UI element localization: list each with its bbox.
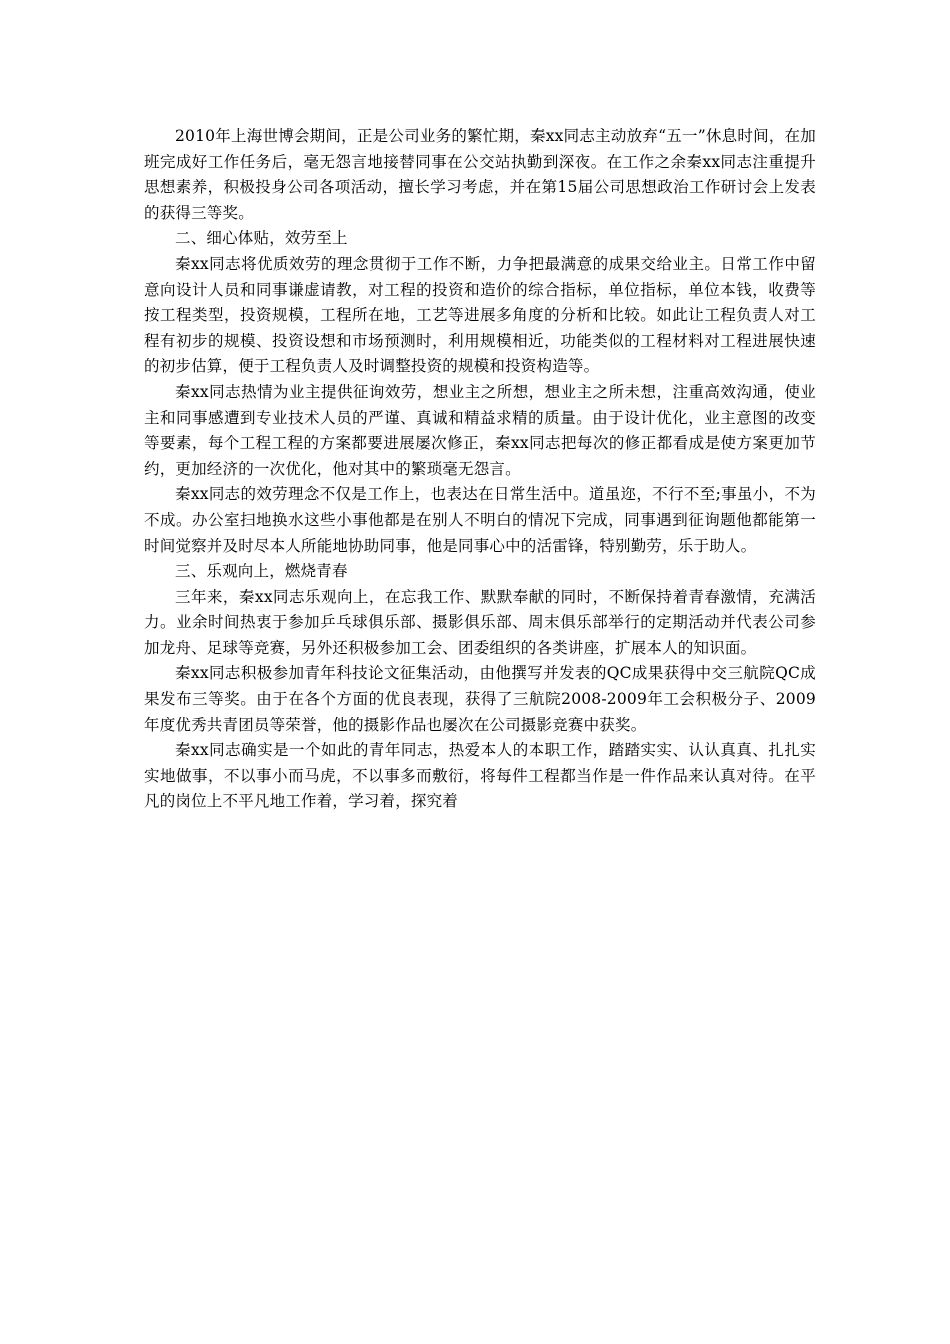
paragraph-consulting-service: 秦xx同志热情为业主提供征询效劳，想业主之所想，想业主之所未想，注重高效沟通，使业主和同事感遭到专业技术人员的严谨、真诚和精益求精的质量。由于设计优化，业主意图的改变等要素，每个工程工程的方案都要进展屡次修正，秦xx同志把每次的修正都看成是使方案更加节约，更加经济的一次优化，他对其中的繁琐毫无怨言。	[144, 382, 816, 478]
paragraph-awards: 秦xx同志积极参加青年科技论文征集活动，由他撰写并发表的QC成果获得中交三航院QC成果发布三等奖。由于在各个方面的优良表现，获得了三航院2008-2009年工会积极分子、2009年度优秀共青团员等荣誉，他的摄影作品也屡次在公司摄影竞赛中获奖。	[144, 664, 816, 734]
paragraph-daily-life: 秦xx同志的效劳理念不仅是工作上，也表达在日常生活中。道虽迩，不行不至;事虽小，不为不成。办公室扫地换水这些小事他都是在别人不明白的情况下完成，同事遇到征询题他都能第一时间觉察并及时尽本人所能地协助同事，他是同事心中的活雷锋，特别勤劳，乐于助人。	[144, 485, 816, 555]
section-heading-2: 二、细心体贴，效劳至上	[175, 229, 348, 248]
document-body	[144, 124, 816, 815]
paragraph-expo-overtime: 2010年上海世博会期间，正是公司业务的繁忙期，秦xx同志主动放弃“五一”休息时间，在加班完成好工作任务后，毫无怨言地接替同事在公交站执勤到深夜。在工作之余秦xx同志注重提升思想素养，积极投身公司各项活动，擅长学习考虑，并在第15届公司思想政治工作研讨会上发表的获得三等奖。	[144, 127, 816, 222]
section-heading-3: 三、乐观向上，燃烧青春	[175, 562, 348, 581]
paragraph-service-philosophy: 秦xx同志将优质效劳的理念贯彻于工作不断，力争把最满意的成果交给业主。日常工作中留意向设计人员和同事谦虚请教，对工程的投资和造价的综合指标，单位指标，单位本钱，收费等按工程类型，投资规模，工程所在地，工艺等进展多角度的分析和比较。如此让工程负责人对工程有初步的规模、投资设想和市场预测时，利用规模相近，功能类似的工程材料对工程进展快速的初步估算，便于工程负责人及时调整投资的规模和投资构造等。	[144, 254, 816, 376]
paragraph-youth-activities: 三年来，秦xx同志乐观向上，在忘我工作、默默奉献的同时，不断保持着青春激情，充满活力。业余时间热衷于参加乒乓球俱乐部、摄影俱乐部、周末俱乐部举行的定期活动并代表公司参加龙舟、足球等竞赛，另外还积极参加工会、团委组织的各类讲座，扩展本人的知识面。	[144, 587, 816, 657]
paragraph-conclusion: 秦xx同志确实是一个如此的青年同志，热爱本人的本职工作，踏踏实实、认认真真、扎扎实实地做事，不以事小而马虎，不以事多而敷衍，将每件工程都当作是一件作品来认真对待。在平凡的岗位上不平凡地工作着，学习着，探究着	[144, 741, 816, 811]
